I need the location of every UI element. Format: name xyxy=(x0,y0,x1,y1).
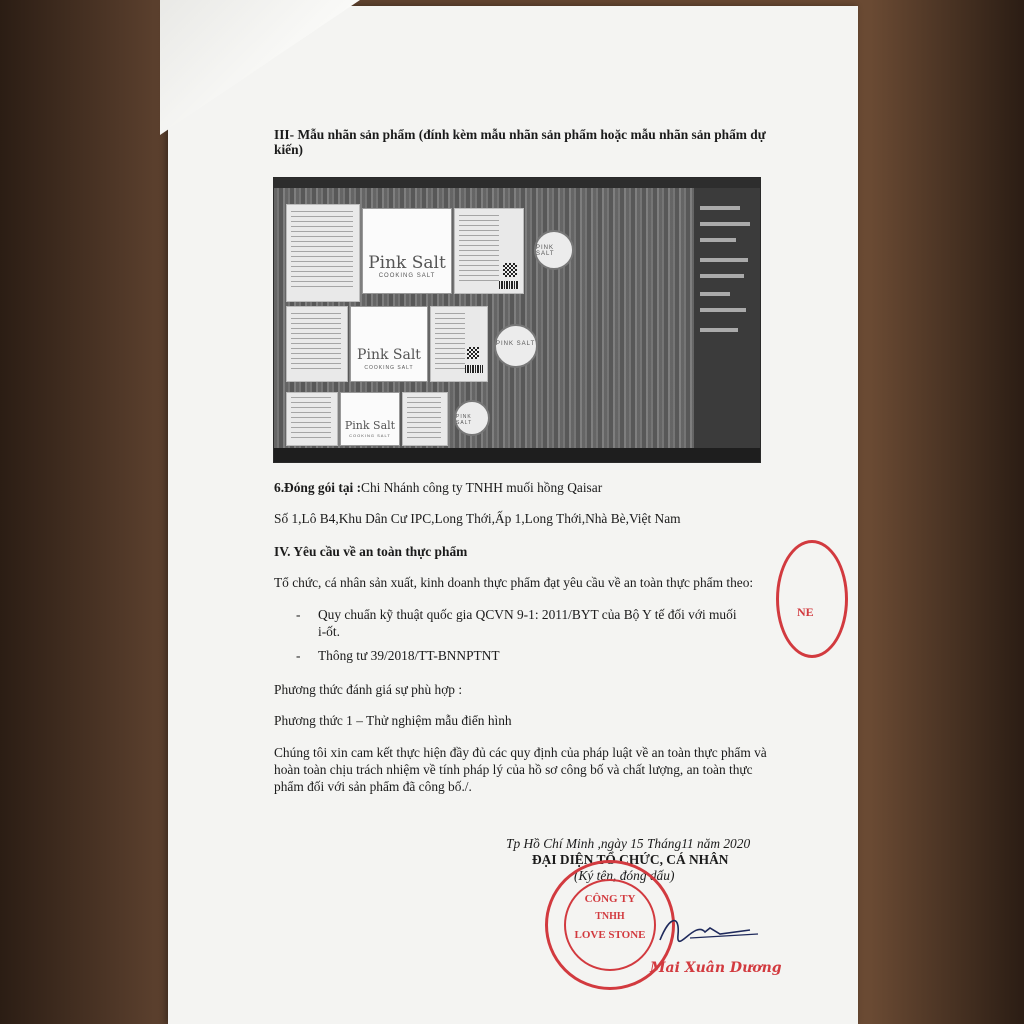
panel-row xyxy=(700,238,736,242)
qr-code xyxy=(467,347,479,359)
panel-row xyxy=(700,258,748,262)
label-text-block xyxy=(291,397,331,439)
signatory-title: ĐẠI DIỆN TỔ CHỨC, CÁ NHÂN xyxy=(532,852,729,867)
product-name-2: Pink Salt xyxy=(357,347,421,363)
label-text-block xyxy=(459,215,499,285)
editor-menubar xyxy=(274,178,760,188)
stamp-line2: TNHH xyxy=(595,911,625,922)
bullet2-line1: Thông tư 39/2018/TT-BNNPTNT xyxy=(318,648,500,663)
label-side-panel-1 xyxy=(454,208,524,294)
label-text-block xyxy=(291,211,353,291)
label-front-3 xyxy=(340,392,400,446)
label-front-1 xyxy=(362,208,452,294)
os-taskbar xyxy=(274,448,760,462)
section-heading-line2: kiến) xyxy=(274,142,304,157)
stamp-line1: CÔNG TY xyxy=(584,893,636,905)
panel-row xyxy=(700,328,738,332)
item6-address: Số 1,Lô B4,Khu Dân Cư IPC,Long Thới,Ấp 1,Long Thới,Nhà Bè,Việt Nam xyxy=(274,511,681,526)
panel-row xyxy=(700,292,730,296)
barcode xyxy=(465,365,483,373)
panel-row xyxy=(700,308,746,312)
badge-text-2: PINK SALT xyxy=(496,341,536,347)
item6-label: 6.Đóng gói tại : xyxy=(274,480,362,495)
section4-heading: IV. Yêu cầu về an toàn thực phẩm xyxy=(274,544,468,559)
stamp-line3: LOVE STONE xyxy=(574,929,646,941)
round-badge-1 xyxy=(534,230,574,270)
label-side-panel-2 xyxy=(430,306,488,382)
bullet1-line1: Quy chuẩn kỹ thuật quốc gia QCVN 9-1: 2011/BYT của Bộ Y tế đối với muối xyxy=(318,607,737,622)
product-name-1: Pink Salt xyxy=(368,253,446,273)
label-screenshot xyxy=(273,177,761,463)
barcode xyxy=(499,281,519,289)
signer-name: Mai Xuân Dương xyxy=(650,960,782,976)
panel-row xyxy=(700,274,744,278)
round-badge-2 xyxy=(494,324,538,368)
product-name-3: Pink Salt xyxy=(344,419,396,432)
commit-line1: Chúng tôi xin cam kết thực hiện đầy đủ các quy định của pháp luật về an toàn thực phẩm và xyxy=(274,745,767,760)
section4-intro: Tổ chức, cá nhân sản xuất, kinh doanh thực phẩm đạt yêu cầu về an toàn thực phẩm theo: xyxy=(274,575,754,590)
label-text-block xyxy=(435,313,465,373)
side-stamp xyxy=(776,540,848,658)
method-label: Phương thức đánh giá sự phù hợp : xyxy=(274,682,463,697)
bullet1-line2: i-ốt. xyxy=(318,624,340,639)
panel-row xyxy=(700,206,740,210)
item6-line xyxy=(274,480,602,497)
label-text-block xyxy=(407,397,441,439)
item6-value: Chi Nhánh công ty TNHH muối hồng Qaisar xyxy=(361,480,603,495)
product-sub-2: COOKING SALT xyxy=(364,365,414,371)
label-back-panel xyxy=(286,306,348,382)
label-side-panel-3 xyxy=(402,392,448,446)
product-sub-1: COOKING SALT xyxy=(378,273,436,279)
place-date: Tp Hồ Chí Minh ,ngày 15 Tháng11 năm 2020 xyxy=(506,836,751,851)
qr-code xyxy=(503,263,517,277)
label-back-panel xyxy=(286,204,360,302)
bullet-marker: - xyxy=(296,607,301,622)
signature-scribble xyxy=(650,910,760,950)
commit-line3: phẩm đối với sản phẩm đã công bố./. xyxy=(274,779,472,794)
round-badge-3 xyxy=(454,400,490,436)
editor-properties-panel xyxy=(694,188,760,448)
label-back-panel xyxy=(286,392,338,446)
badge-text-1: PINK SALT xyxy=(536,245,555,257)
product-sub-3: COOKING SALT xyxy=(349,433,391,438)
method-value: Phương thức 1 – Thử nghiệm mẫu điển hình xyxy=(274,713,512,728)
signatory-note: (Ký tên, đóng dấu) xyxy=(574,868,675,883)
side-stamp-text: NE xyxy=(797,605,814,619)
label-text-block xyxy=(291,313,341,373)
badge-text-3: PINK SALT xyxy=(456,414,473,426)
bullet-marker: - xyxy=(296,648,301,663)
label-front-2 xyxy=(350,306,428,382)
section-heading-line1: III- Mẫu nhãn sản phẩm (đính kèm mẫu nhãn sản phẩm hoặc mẫu nhãn sản phẩm dự xyxy=(274,127,766,142)
panel-row xyxy=(700,222,750,226)
commit-line2: hoàn toàn chịu trách nhiệm về tính pháp lý của hồ sơ công bố và chất lượng, an toàn thực xyxy=(274,762,753,777)
